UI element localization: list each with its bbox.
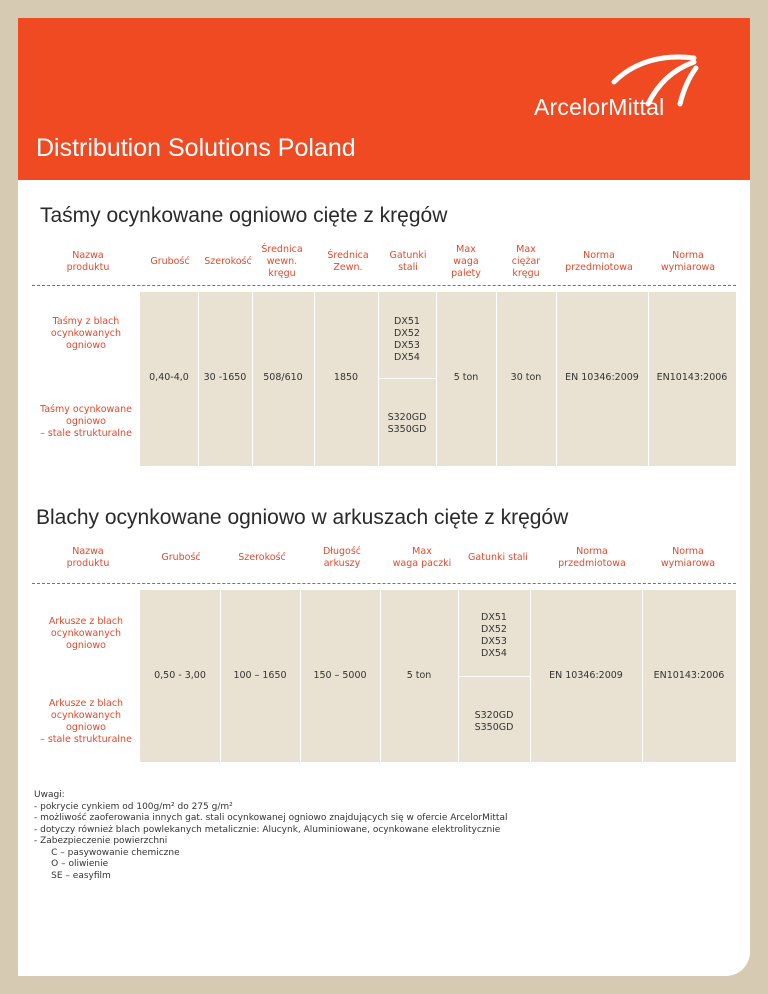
t1-header-width: Szerokość [204, 256, 252, 267]
t1-header-grades: Gatunki stali [389, 250, 427, 273]
t1-dimension-norm: EN10143:2006 [656, 372, 728, 383]
t2-header-thickness: Grubość [161, 552, 201, 563]
notes-line: C – pasywowanie chemiczne [34, 847, 180, 858]
t1-header-product-norm: Norma przedmiotowa [565, 250, 633, 273]
t2-row1-grades: DX51 DX52 DX53 DX54 [481, 612, 507, 659]
t2-length: 150 – 5000 [313, 670, 367, 681]
notes-heading: Uwagi: [34, 790, 65, 800]
t2-row1-name: Arkusze z blach ocynkowanych ogniowo [48, 616, 124, 651]
t2-row2-grades: S320GD S350GD [474, 710, 514, 733]
t1-row1-grades: DX51 DX52 DX53 DX54 [394, 316, 420, 363]
t1-row2-grades: S320GD S350GD [387, 412, 427, 435]
t1-max-pallet: 5 ton [453, 372, 479, 383]
t1-header-dimension-norm: Norma wymiarowa [660, 250, 716, 273]
table2-title: Blachy ocynkowane ogniowo w arkuszach cięte z kręgów [36, 506, 569, 529]
t1-header-outer-diameter: Średnica Zewn. [327, 250, 369, 273]
t2-max-pack: 5 ton [406, 670, 432, 681]
notes-line: - Zabezpieczenie powierzchni [34, 836, 168, 846]
t2-header-max-pack: Max waga paczki [392, 546, 452, 569]
t2-header-dimension-norm: Norma wymiarowa [660, 546, 716, 569]
t1-row1-name: Taśmy z blach ocynkowanych ogniowo [50, 316, 122, 351]
t2-thickness: 0,50 - 3,00 [154, 670, 206, 681]
t2-header-grades: Gatunki stali [468, 552, 528, 563]
t1-inner-diameter: 508/610 [263, 372, 303, 383]
t1-row2-name: Taśmy ocynkowane ogniowo – stale strukturalne [39, 404, 132, 439]
notes-line: SE – easyfilm [34, 870, 111, 881]
t1-outer-diameter: 1850 [333, 372, 359, 383]
t1-header-thickness: Grubość [150, 256, 190, 267]
t2-width: 100 – 1650 [233, 670, 287, 681]
t1-max-coil: 30 ton [510, 372, 542, 383]
t1-header-divider [32, 285, 736, 286]
brand-header [18, 18, 750, 180]
logo-text: ArcelorMittal [534, 94, 665, 120]
t2-header-length: Długość arkuszy [322, 546, 362, 569]
t1-width: 30 -1650 [203, 372, 247, 383]
t2-row2-name: Arkusze z blach ocynkowanych ogniowo – stale strukturalne [40, 698, 132, 745]
t2-product-norm: EN 10346:2009 [549, 670, 623, 681]
t1-header-name: Nazwa produktu [66, 250, 110, 273]
t1-table-body [140, 292, 736, 466]
t2-header-divider [32, 583, 736, 584]
notes-line: - dotyczy również blach powlekanych metalicznie: Alucynk, Aluminiowane, ocynkowane elektrolitycznie [34, 824, 501, 835]
notes-line: - możliwość zaoferowania innych gat. stali ocynkowanej ogniowo znajdujących się w ofercie ArcelorMittal [34, 813, 508, 823]
notes-line: - pokrycie cynkiem od 100g/m² do 275 g/m² [34, 801, 233, 812]
notes-line: O – oliwienie [34, 859, 109, 869]
t2-header-product-norm: Norma przedmiotowa [558, 546, 626, 569]
page-title: Distribution Solutions Poland [36, 134, 356, 162]
t1-header-inner-diameter: Średnica wewn. kręgu [261, 244, 303, 279]
t2-table-body [140, 590, 736, 762]
t2-dimension-norm: EN10143:2006 [653, 670, 725, 681]
t1-header-max-pallet: Max waga palety [451, 244, 481, 279]
table1-title: Taśmy ocynkowane ogniowo cięte z kręgów [40, 204, 448, 227]
t1-product-norm: EN 10346:2009 [565, 372, 639, 383]
notes-section [34, 790, 507, 882]
t2-header-name: Nazwa produktu [66, 546, 110, 569]
t2-header-width: Szerokość [238, 552, 286, 563]
document-sheet [18, 18, 750, 976]
t1-thickness: 0,40-4,0 [149, 372, 189, 383]
t1-header-max-coil: Max ciężar kręgu [511, 244, 541, 279]
